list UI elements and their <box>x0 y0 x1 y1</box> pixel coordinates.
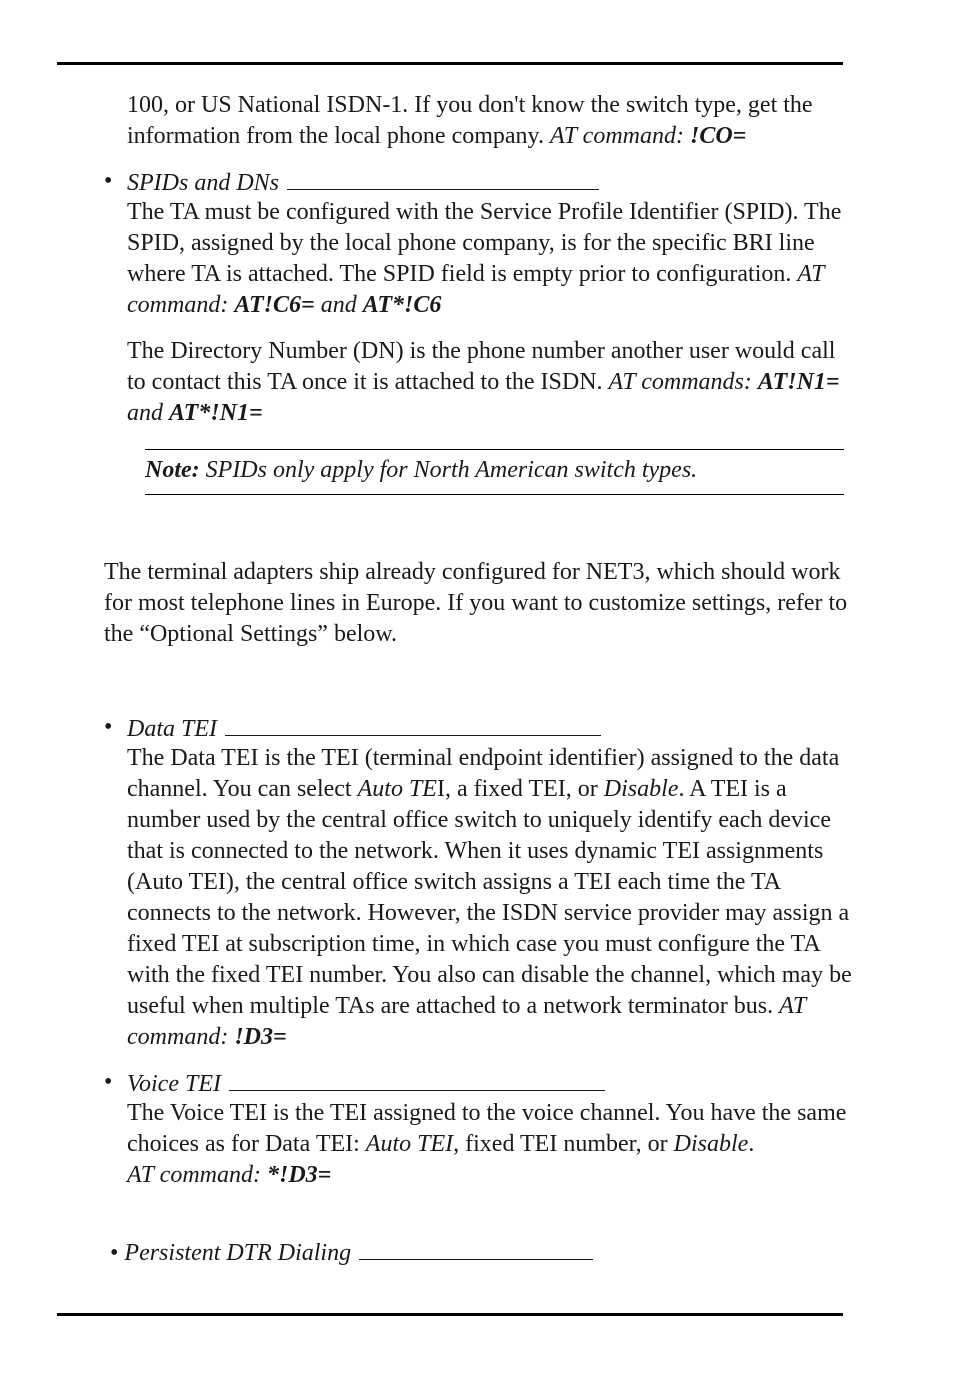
bullet-dtr: • <box>110 1240 119 1266</box>
bullet-data-tei: • <box>104 714 113 740</box>
spids-blank-line <box>287 166 599 190</box>
bullet-voice-tei: • <box>104 1069 113 1095</box>
bottom-rule <box>57 1313 843 1316</box>
note-text: Note: SPIDs only apply for North American switch types. <box>145 457 698 483</box>
voice-tei-heading: Voice TEI <box>127 1067 857 1100</box>
voice-tei-paragraph: The Voice TEI is the TEI assigned to the voice channel. You have the same choices as for Data TEI: Auto TEI, fixed TEI number, or Disable. AT command: *!D3= <box>127 1100 847 1188</box>
europe-paragraph: The terminal adapters ship already configured for NET3, which should work for most telephone lines in Europe. If you want to customize settings, refer to the “Optional Settings” below. <box>104 559 848 647</box>
spids-heading: SPIDs and DNs <box>127 166 857 199</box>
data-tei-heading: Data TEI <box>127 712 857 745</box>
bullet-spids: • <box>104 168 113 194</box>
spids-paragraph: The TA must be configured with the Service Profile Identifier (SPID). The SPID, assigned by the local phone company, is for the specific BRI line where TA is attached. The SPID field is empty prior to configuration. AT command: AT!C6= and AT*!C6 <box>127 199 842 318</box>
dn-paragraph: The Directory Number (DN) is the phone number another user would call to contact this TA once it is attached to the ISDN. AT commands: AT!N1= and AT*!N1= <box>127 338 840 426</box>
top-rule <box>57 62 843 65</box>
data-tei-blank-line <box>225 712 601 736</box>
note-label: Note: <box>145 457 200 483</box>
continuation-paragraph: 100, or US National ISDN-1. If you don't know the switch type, get the information from the local phone company. AT command: !CO= <box>127 92 813 149</box>
dtr-heading: • Persistent DTR Dialing <box>110 1236 593 1269</box>
dtr-blank-line <box>359 1236 593 1260</box>
note-box <box>145 449 844 495</box>
data-tei-paragraph: The Data TEI is the TEI (terminal endpoint identifier) assigned to the data channel. You can select Auto TEI, a fixed TEI, or Disable. A TEI is a number used by the central office switch to uniquely identify each device that is connected to the network. When it uses dynamic TEI assignments (Auto TEI), the central office switch assigns a TEI each time the TA connects to the network. However, the ISDN service provider may assign a fixed TEI at subscription time, in which case you must configure the TA with the fixed TEI number. You also can disable the channel, which may be useful when multiple TAs are attached to a network terminator bus. AT command: !D3= <box>127 745 852 1050</box>
voice-tei-blank-line <box>229 1067 605 1091</box>
